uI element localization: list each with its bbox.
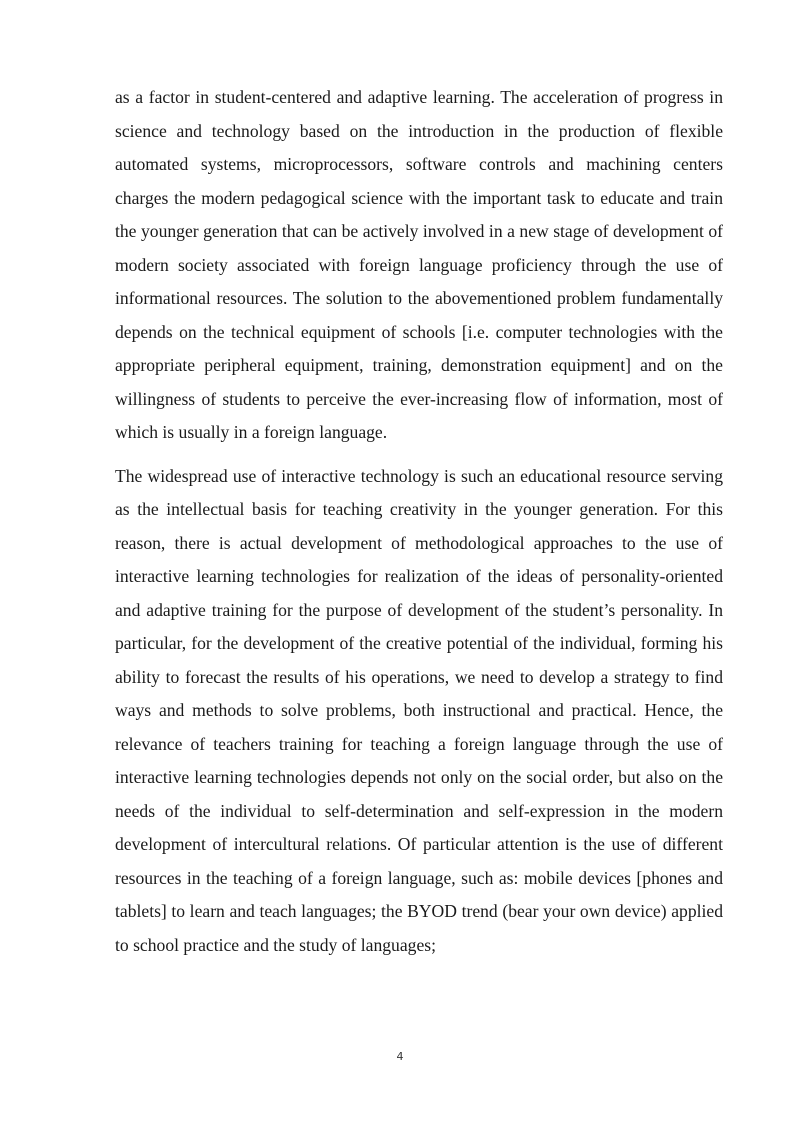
page-number: 4 (396, 1050, 404, 1063)
body-text (115, 81, 723, 962)
paragraph-1: as a factor in student-centered and adaptive learning. The acceleration of progress in science and technology based on the introduction in the production of flexible automated systems, microprocessors, software controls and machining centers charges the modern pedagogical science with the important task to educate and train the younger generation that can be actively involved in a new stage of development of modern society associated with foreign language proficiency through the use of informational resources. The solution to the abovementioned problem fundamentally depends on the technical equipment of schools [i.e. computer technologies with the appropriate peripheral equipment, training, demonstration equipment] and on the willingness of students to perceive the ever-increasing flow of information, most of which is usually in a foreign language. (115, 87, 723, 442)
paragraph-2: The widespread use of interactive technology is such an educational resource serving as the intellectual basis for teaching creativity in the younger generation. For this reason, there is actual development of methodological approaches to the use of interactive learning technologies for realization of the ideas of personality-oriented and adaptive training for the purpose of development of the student’s personality. In particular, for the development of the creative potential of the individual, forming his ability to forecast the results of his operations, we need to develop a strategy to find ways and methods to solve problems, both instructional and practical. Hence, the relevance of teachers training for teaching a foreign language through the use of interactive learning technologies depends not only on the social order, but also on the needs of the individual to self-determination and self-expression in the modern development of intercultural relations. Of particular attention is the use of different resources in the teaching of a foreign language, such as: mobile devices [phones and tablets] to learn and teach languages; the BYOD trend (bear your own device) applied to school practice and the study of languages; (115, 465, 723, 955)
